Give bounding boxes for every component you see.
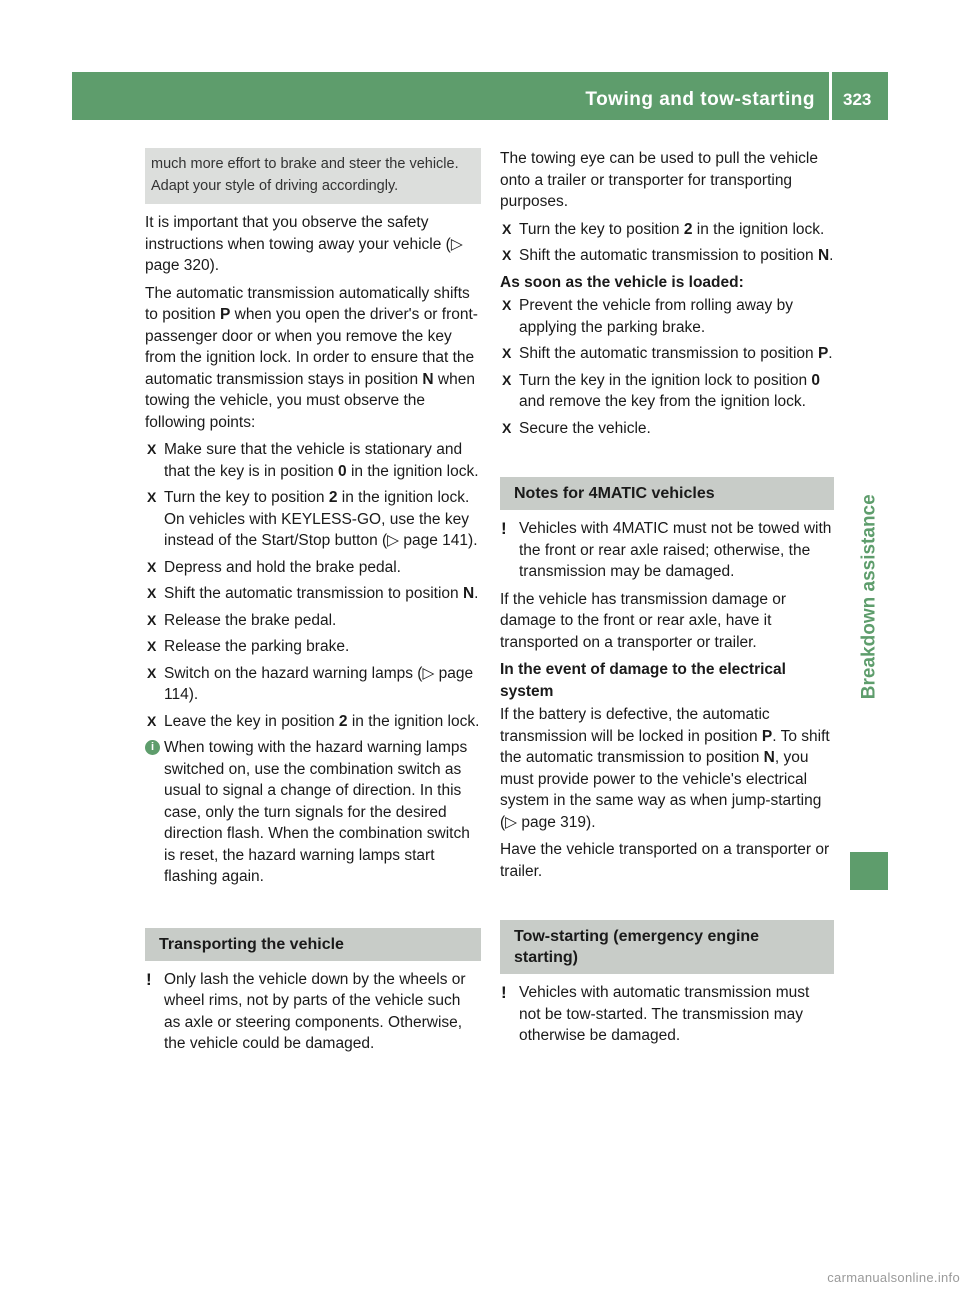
header-divider (829, 72, 832, 120)
warning-icon: ! (501, 983, 507, 1002)
side-tab-label: Breakdown assistance (858, 494, 880, 700)
info-icon: i (145, 740, 160, 755)
step-item: X Switch on the hazard warning lamps (▷ page 114). (147, 664, 474, 703)
step-item: X Make sure that the vehicle is stationary and that the key is in position 0 in the ignition lock. (147, 441, 479, 480)
step-marker-icon: X (502, 220, 512, 237)
warning-icon: ! (501, 519, 507, 538)
step-marker-icon: X (147, 712, 157, 729)
step-marker-icon: X (502, 419, 512, 436)
paragraph: Have the vehicle transported on a transporter or trailer. (500, 841, 830, 880)
warning-note: ! Vehicles with 4MATIC must not be towed with the front or rear axle raised; otherwise, the transmission may be damaged. (501, 519, 832, 580)
step-marker-icon: X (147, 664, 157, 681)
step-item: X Turn the key to position 2 in the ignition lock. (500, 219, 834, 241)
chapter-title: Towing and tow-starting (585, 89, 815, 110)
info-note: i When towing with the hazard warning lamps switched on, use the combination switch as usual to signal a change of direction. In this case, only the turn signals for the desired direction flash. When the combination switch is reset, the hazard warning lamps start flashing again. (145, 737, 481, 888)
step-marker-icon: X (147, 441, 157, 457)
step-item: X Shift the automatic transmission to position P. (500, 343, 834, 365)
step-marker-icon: X (502, 371, 512, 388)
step-item: X Secure the vehicle. (500, 418, 834, 440)
warning-note: ! Vehicles with automatic transmission must not be tow-started. The transmission may otherwise be damaged. (501, 983, 810, 1044)
paragraph: If the vehicle has transmission damage or damage to the front or rear axle, have it transported on a transporter or trailer. (500, 590, 787, 651)
paragraph: The automatic transmission automatically shifts to position P when you open the driver's or front-passenger door or when you remove the key from the ignition lock. In order to ensure that the automatic transmission stays in position N when towing the vehicle, you must observe the following points: (145, 284, 478, 431)
page-number: 323 (843, 90, 872, 109)
step-marker-icon: X (502, 345, 512, 361)
step-marker-icon: X (502, 247, 512, 263)
warning-note: ! Only lash the vehicle down by the wheels or wheel rims, not by parts of the vehicle such as axle or steering components. Otherwise, the vehicle could be damaged. (146, 969, 466, 1052)
paragraph: The towing eye can be used to pull the vehicle onto a trailer or transporter for transporting purposes. (500, 150, 818, 210)
subheading: In the event of damage to the electrical system (500, 661, 786, 700)
right-column (500, 148, 834, 1053)
step-marker-icon: X (147, 558, 157, 575)
step-item: X Depress and hold the brake pedal. (145, 557, 481, 579)
step-detail: On vehicles with KEYLESS-GO, use the key instead of the Start/Stop button (▷ page 141). (164, 510, 478, 549)
section-heading: Tow-starting (emergency engine starting) (500, 920, 834, 974)
step-marker-icon: X (147, 489, 157, 505)
step-marker-icon: X (502, 297, 512, 313)
step-marker-icon: X (147, 611, 157, 628)
section-heading: Notes for 4MATIC vehicles (500, 477, 834, 510)
step-marker-icon: X (147, 638, 157, 654)
step-item: X Release the brake pedal. (145, 610, 481, 632)
step-item: X Turn the key in the ignition lock to position 0 and remove the key from the ignition lock. (502, 371, 820, 410)
step-item: X Turn the key to position 2 in the ignition lock. On vehicles with KEYLESS-GO, use the key instead of the Start/Stop button (▷ page 141). (145, 487, 481, 552)
watermark-link[interactable]: carmanualsonline.info (827, 1269, 960, 1285)
step-marker-icon: X (147, 585, 157, 601)
step-item: X Prevent the vehicle from rolling away by applying the parking brake. (502, 297, 793, 336)
paragraph: If the battery is defective, the automatic transmission will be locked in position P. To shift the automatic transmission to position N, you must provide power to the vehicle's electrical system in the same way as when jump-starting (▷ page 319). (500, 706, 830, 831)
continued-note: much more effort to brake and steer the vehicle. Adapt your style of driving accordingly. (145, 148, 481, 204)
warning-icon: ! (146, 969, 152, 989)
side-tab (850, 442, 888, 752)
paragraph: It is important that you observe the safety instructions when towing away your vehicle (▷ page 320). (145, 214, 463, 274)
side-tab-marker (850, 852, 888, 890)
step-item: X Shift the automatic transmission to position N. (145, 583, 481, 605)
subheading: As soon as the vehicle is loaded: (500, 273, 744, 291)
step-item: X Leave the key in position 2 in the ignition lock. (145, 711, 481, 733)
step-item: X Shift the automatic transmission to position N. (500, 245, 834, 267)
step-item: X Release the parking brake. (145, 636, 481, 658)
left-column (145, 148, 481, 1061)
section-heading: Transporting the vehicle (145, 928, 481, 961)
